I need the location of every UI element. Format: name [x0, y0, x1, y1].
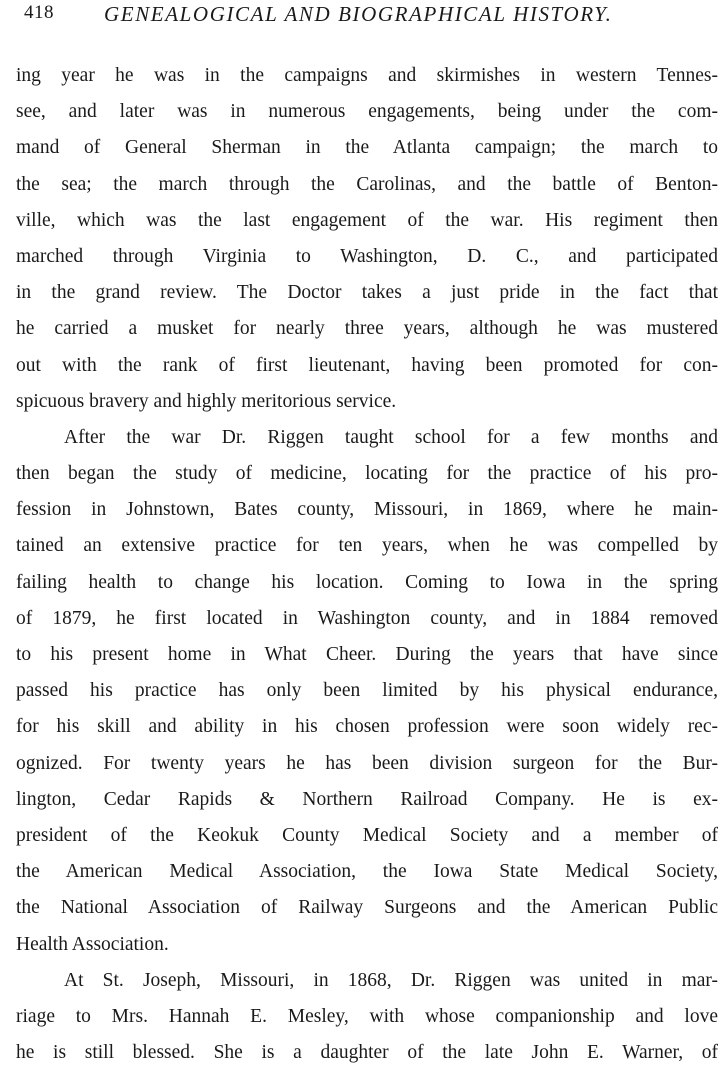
text-line: spicuous bravery and highly meritorious service.	[16, 390, 397, 412]
page-header	[24, 2, 714, 32]
text-line: lington, Cedar Rapids & Northern Railroad Company. He is ex-	[16, 788, 718, 810]
text-line: ville, which was the last engagement of the war. His regiment then	[16, 209, 718, 231]
text-line: the American Medical Association, the Iowa State Medical Society,	[16, 861, 718, 883]
text-line: mand of General Sherman in the Atlanta campaign; the march to	[16, 137, 718, 159]
text-line: failing health to change his location. Coming to Iowa in the spring	[16, 571, 718, 593]
text-line: passed his practice has only been limited by his physical endurance,	[16, 680, 718, 702]
text-line: of 1879, he first located in Washington county, and in 1884 removed	[16, 607, 718, 629]
text-line: After the war Dr. Riggen taught school for a few months and	[64, 426, 718, 448]
text-line: he is still blessed. She is a daughter of the late John E. Warner, of	[16, 1042, 718, 1064]
body-text	[16, 58, 718, 1071]
text-line: ing year he was in the campaigns and skirmishes in western Tennes-	[16, 65, 718, 86]
text-line: tained an extensive practice for ten years, when he was compelled by	[16, 535, 718, 557]
text-line: At St. Joseph, Missouri, in 1868, Dr. Riggen was united in mar-	[64, 969, 718, 991]
text-line: ognized. For twenty years he has been division surgeon for the Bur-	[16, 752, 718, 774]
text-line: Health Association.	[16, 933, 169, 955]
text-line: he carried a musket for nearly three years, although he was mustered	[16, 318, 718, 340]
text-line: in the grand review. The Doctor takes a just pride in the fact that	[16, 282, 718, 304]
text-line: to his present home in What Cheer. During the years that have since	[16, 644, 718, 665]
running-head: GENEALOGICAL AND BIOGRAPHICAL HISTORY.	[104, 2, 613, 26]
page-number: 418	[24, 2, 54, 23]
text-line: then began the study of medicine, locating for the practice of his pro-	[16, 463, 718, 485]
text-line: the sea; the march through the Carolinas, and the battle of Benton-	[16, 173, 718, 195]
text-line: fession in Johnstown, Bates county, Missouri, in 1869, where he main-	[16, 499, 718, 521]
text-line: the National Association of Railway Surgeons and the American Public	[16, 897, 718, 919]
text-line: marched through Virginia to Washington, D. C., and participated	[16, 245, 718, 267]
text-line: riage to Mrs. Hannah E. Mesley, with whose companionship and love	[16, 1005, 718, 1027]
text-line: president of the Keokuk County Medical Society and a member of	[16, 824, 718, 846]
text-line: for his skill and ability in his chosen profession were soon widely rec-	[16, 716, 718, 738]
text-line: see, and later was in numerous engagements, being under the com-	[16, 101, 718, 123]
text-line: out with the rank of first lieutenant, having been promoted for con-	[16, 354, 718, 376]
